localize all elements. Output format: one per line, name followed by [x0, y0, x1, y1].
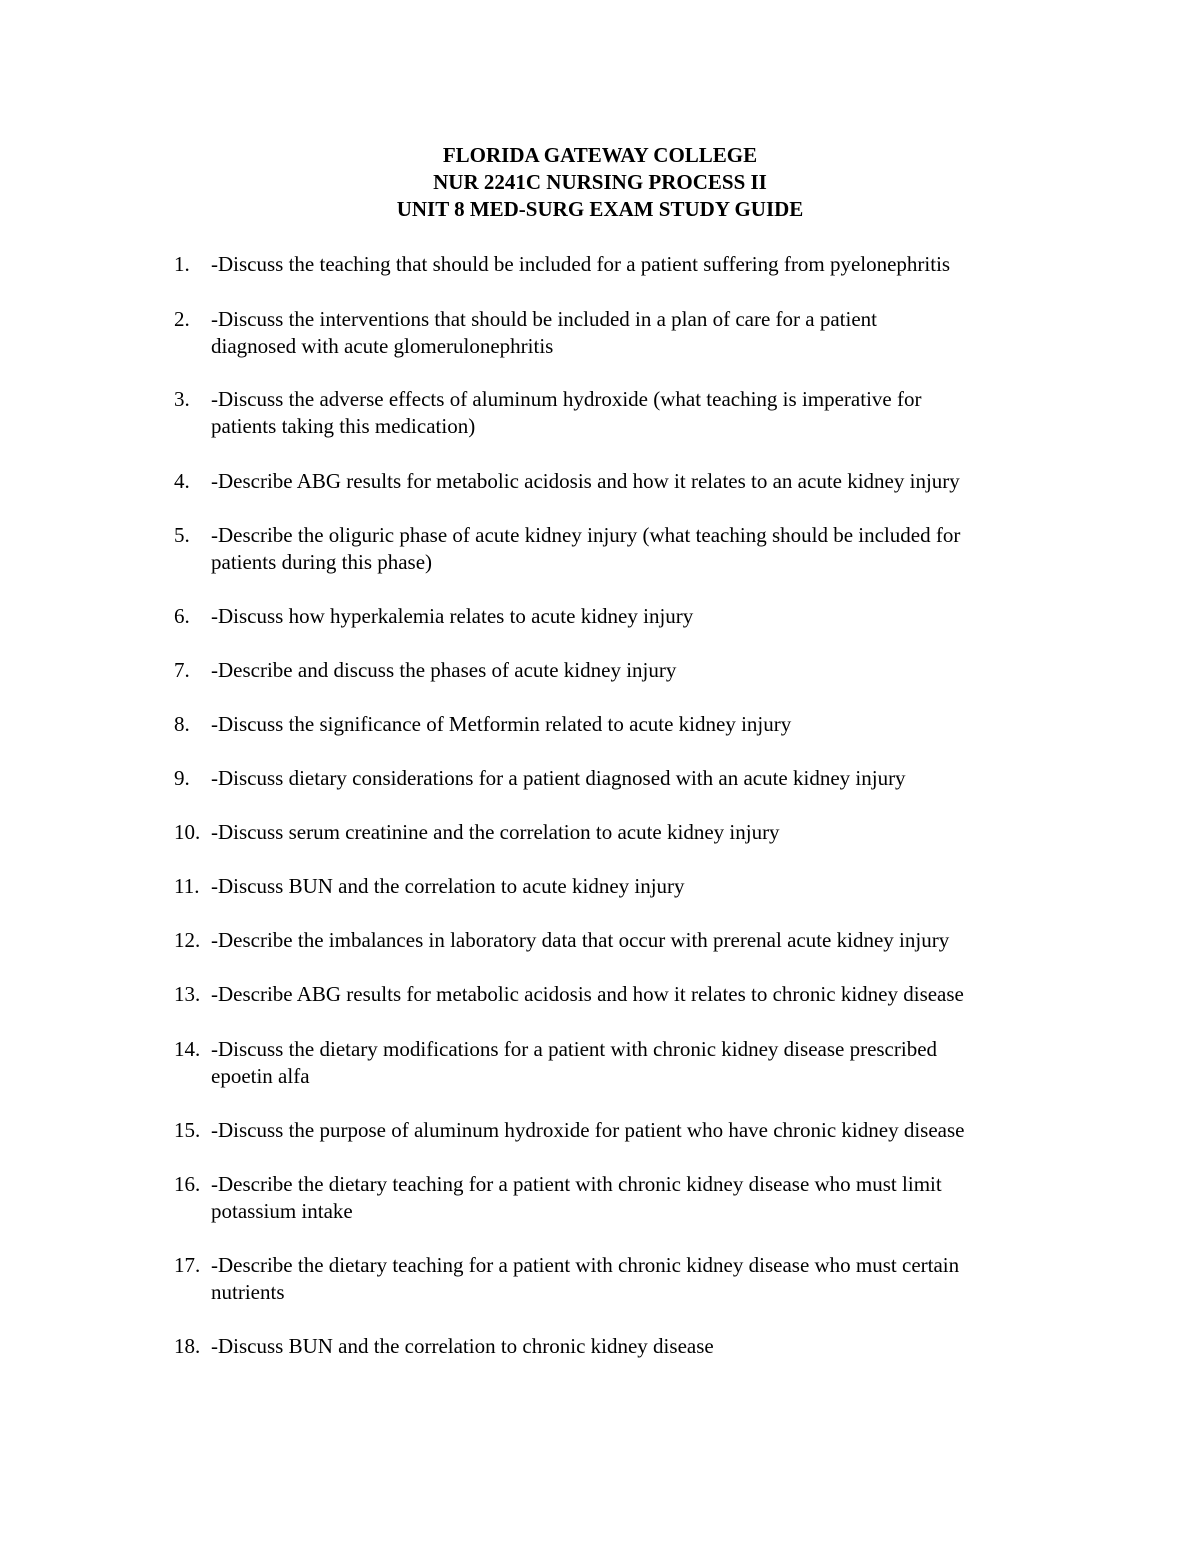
list-item-number: 13. — [174, 982, 201, 1006]
list-item-line: -Discuss BUN and the correlation to acute kidney injury — [211, 874, 685, 898]
list-item-number: 11. — [174, 874, 200, 898]
list-item-number: 16. — [174, 1172, 201, 1196]
list-item-number: 8. — [174, 712, 190, 736]
list-item-text — [211, 251, 1091, 278]
list-item-number: 12. — [174, 928, 201, 952]
list-item-line: -Describe the imbalances in laboratory data that occur with prerenal acute kidney injury — [211, 928, 950, 952]
list-item-number: 17. — [174, 1253, 201, 1277]
document-header — [0, 142, 1200, 223]
list-item-number: 14. — [174, 1037, 201, 1061]
list-item-line: diagnosed with acute glomerulonephritis — [211, 334, 554, 358]
list-item-line: -Describe the dietary teaching for a patient with chronic kidney disease who must limit — [211, 1172, 942, 1196]
course-title: NUR 2241C NURSING PROCESS II — [433, 170, 767, 194]
list-item-line: -Discuss the purpose of aluminum hydroxide for patient who have chronic kidney disease — [211, 1118, 965, 1142]
list-item-text — [211, 765, 1091, 792]
list-item-text — [211, 927, 1091, 954]
list-item-number: 2. — [174, 307, 190, 331]
list-item-text — [211, 981, 1091, 1008]
list-item-text — [211, 386, 1091, 440]
list-item-line: -Discuss the interventions that should be included in a plan of care for a patient — [211, 307, 877, 331]
list-item-text — [211, 603, 1091, 630]
list-item-line: -Discuss the dietary modifications for a patient with chronic kidney disease prescribed — [211, 1037, 938, 1061]
list-item-text — [211, 1036, 1091, 1090]
list-item-line: patients taking this medication) — [211, 414, 476, 438]
list-item-number: 10. — [174, 820, 201, 844]
list-item-line: -Discuss the significance of Metformin related to acute kidney injury — [211, 712, 792, 736]
list-item-number: 6. — [174, 604, 190, 628]
list-item-line: potassium intake — [211, 1199, 353, 1223]
list-item-number: 4. — [174, 469, 190, 493]
list-item-line: -Discuss the adverse effects of aluminum hydroxide (what teaching is imperative for — [211, 387, 922, 411]
list-item-number: 15. — [174, 1118, 201, 1142]
list-item-number: 7. — [174, 658, 190, 682]
list-item-line: -Discuss how hyperkalemia relates to acute kidney injury — [211, 604, 694, 628]
list-item-text — [211, 522, 1091, 576]
list-item-line: -Discuss BUN and the correlation to chronic kidney disease — [211, 1334, 714, 1358]
list-item-line: -Describe and discuss the phases of acute kidney injury — [211, 658, 677, 682]
list-item-number: 3. — [174, 387, 190, 411]
list-item-number: 9. — [174, 766, 190, 790]
list-item-text — [211, 306, 1091, 360]
list-item-text — [211, 468, 1091, 495]
list-item-text — [211, 873, 1091, 900]
list-item-text — [211, 1333, 1091, 1360]
college-name: FLORIDA GATEWAY COLLEGE — [442, 143, 758, 167]
list-item-line: -Discuss the teaching that should be included for a patient suffering from pyelonephritis — [211, 252, 951, 276]
list-item-number: 1. — [174, 252, 190, 276]
list-item-number: 5. — [174, 523, 190, 547]
guide-title: UNIT 8 MED-SURG EXAM STUDY GUIDE — [396, 197, 804, 221]
list-item-line: -Describe the oliguric phase of acute kidney injury (what teaching should be included for — [211, 523, 961, 547]
list-item-text — [211, 711, 1091, 738]
list-item-text — [211, 657, 1091, 684]
list-item-line: -Discuss serum creatinine and the correlation to acute kidney injury — [211, 820, 780, 844]
list-item-line: nutrients — [211, 1280, 285, 1304]
list-item-line: -Describe ABG results for metabolic acidosis and how it relates to an acute kidney injury — [211, 469, 960, 493]
list-item-line: -Describe the dietary teaching for a patient with chronic kidney disease who must certain — [211, 1253, 960, 1277]
list-item-text — [211, 1117, 1091, 1144]
list-item-line: patients during this phase) — [211, 550, 433, 574]
list-item-line: epoetin alfa — [211, 1064, 310, 1088]
list-item-text — [211, 1252, 1091, 1306]
list-item-number: 18. — [174, 1334, 201, 1358]
list-item-text — [211, 1171, 1091, 1225]
list-item-line: -Discuss dietary considerations for a patient diagnosed with an acute kidney injury — [211, 766, 906, 790]
list-item-line: -Describe ABG results for metabolic acidosis and how it relates to chronic kidney disease — [211, 982, 964, 1006]
list-item-text — [211, 819, 1091, 846]
